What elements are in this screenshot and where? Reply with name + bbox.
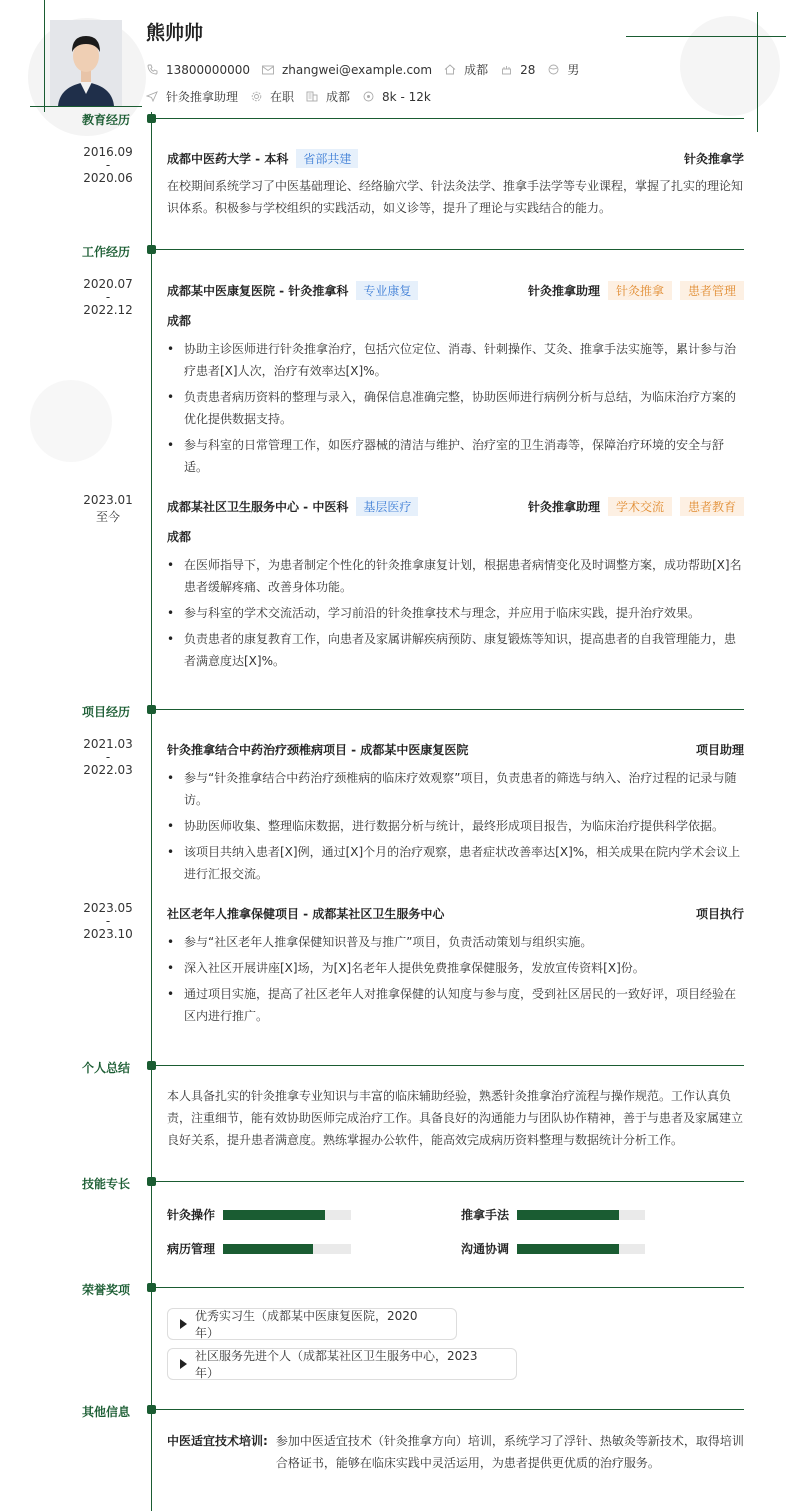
skill-name: 针灸操作 [167, 1208, 216, 1222]
section-divider [156, 1287, 744, 1288]
section-divider [156, 709, 744, 710]
work-position [528, 497, 744, 516]
work-bullet: • 负责患者病历资料的整理与录入，确保信息准确完整，协助医师进行病例分析与总结，为临床治疗方案的优化提供数据支持。 [167, 386, 744, 430]
decorative-line [626, 36, 786, 37]
skill-bar-fill [517, 1210, 619, 1220]
timeline-dot [147, 1061, 156, 1070]
timeline-dot [147, 1283, 156, 1292]
age-item [500, 63, 535, 77]
date-start: 2020.07 [83, 277, 133, 291]
skill-tag: 针灸推拿 [608, 281, 672, 300]
skill-item [167, 1240, 351, 1257]
email-text: zhangwei@example.com [281, 62, 433, 77]
project-date [78, 902, 138, 941]
date-separator: - [105, 290, 111, 304]
project-date [78, 738, 138, 777]
education-description: 在校期间系统学习了中医基础理论、经络腧穴学、针法灸法学、推拿手法学等专业课程，掌握了扎实的理论知识体系。积极参与学校组织的实践活动，如义诊等，提升了理论与实践结合的能力。 [167, 179, 744, 215]
skill-name: 病历管理 [167, 1242, 216, 1256]
work-date [78, 278, 138, 317]
skill-item [461, 1206, 645, 1223]
target-job-item [146, 88, 238, 105]
project-title: 针灸推拿结合中药治疗颈椎病项目 - 成都某中医康复医院 [167, 743, 469, 757]
work-bullet: • 协助主诊医师进行针灸推拿治疗，包括穴位定位、消毒、针刺操作、艾灸、推拿手法实施等，累计参与治疗患者[X]人次，治疗有效率达[X]%。 [167, 338, 744, 382]
work-position [528, 281, 744, 300]
work-bullet: • 参与科室的学术交流活动，学习前沿的针灸推拿技术与理念，并应用于临床实践，提升治疗效果。 [167, 602, 744, 624]
skill-bar [223, 1244, 351, 1254]
award-text: 优秀实习生（成都某中医康复医院，2020 年） [195, 1309, 418, 1340]
project-bullet: • 深入社区开展讲座[X]场，为[X]名老年人提供免费推拿保健服务，发放宣传资料[X]份。 [167, 957, 744, 979]
project-title: 社区老年人推拿保健项目 - 成都某社区卫生服务中心 [167, 907, 445, 921]
award-item[interactable] [167, 1308, 457, 1340]
gender-text: 男 [567, 63, 580, 77]
skill-bar [517, 1210, 645, 1220]
date-separator: - [105, 158, 111, 172]
age-text: 28 [520, 62, 536, 77]
coin-icon [362, 91, 374, 103]
skill-name: 沟通协调 [461, 1242, 510, 1256]
company-tag: 专业康复 [356, 281, 418, 300]
section-divider [156, 118, 744, 119]
section-title-work: 工作经历 [82, 245, 131, 259]
skill-tag: 患者管理 [680, 281, 744, 300]
salary-text: 8k - 12k [382, 89, 431, 104]
date-end: 2023.10 [83, 927, 133, 941]
timeline-dot [147, 1405, 156, 1414]
home-icon [444, 64, 456, 76]
project-role: 项目执行 [695, 907, 744, 921]
skill-bar [223, 1210, 351, 1220]
section-divider [156, 249, 744, 250]
date-end: 2020.06 [83, 171, 133, 185]
timeline-dot [147, 114, 156, 123]
education-major: 针灸推拿学 [683, 152, 744, 166]
work-bullet: • 负责患者的康复教育工作，向患者及家属讲解疾病预防、康复锻炼等知识，提高患者的自我管理能力，患者满意度达[X]%。 [167, 628, 744, 672]
timeline-line [151, 112, 152, 1511]
school-name: 成都中医药大学 - 本科 [167, 152, 289, 166]
section-divider [156, 1181, 744, 1182]
section-title-summary: 个人总结 [82, 1061, 131, 1075]
phone-text: 13800000000 [166, 62, 250, 77]
gear-icon [250, 91, 262, 103]
date-start: 2016.09 [83, 145, 133, 159]
date-start: 2023.01 [83, 493, 133, 507]
other-info-text: 参加中医适宜技术（针灸推拿方向）培训，系统学习了浮针、热敏灸等新技术，取得培训合格证书，能够在临床实践中灵活运用，为患者提供更优质的治疗服务。 [275, 1434, 744, 1470]
building-icon [306, 91, 318, 103]
education-date [78, 146, 138, 185]
decorative-line [44, 0, 45, 112]
work-company [167, 497, 418, 516]
skill-item [461, 1240, 645, 1257]
other-info [167, 1430, 744, 1474]
project-bullet: • 该项目共纳入患者[X]例，通过[X]个月的治疗观察，患者症状改善率达[X]%，相关成果在院内学术会议上进行汇报交流。 [167, 841, 744, 885]
send-icon [146, 91, 158, 103]
decorative-circle [30, 380, 112, 462]
timeline-dot [147, 245, 156, 254]
project-bullet: • 通过项目实施，提高了社区老年人对推拿保健的认知度与参与度，受到社区居民的一致好评，项目经验在区内进行推广。 [167, 983, 744, 1027]
date-end: 2022.03 [83, 763, 133, 777]
section-title-other: 其他信息 [82, 1405, 131, 1419]
award-item[interactable] [167, 1348, 517, 1380]
summary-text: 本人具备扎实的针灸推拿专业知识与丰富的临床辅助经验，熟悉针灸推拿治疗流程与操作规范。工作认真负责，注重细节，能有效协助医师完成治疗工作。具备良好的沟通能力与团队协作精神，善于与患者及家属建立良好关系，提升患者满意度。熟练掌握办公软件，能高效完成病历资料整理与数据统计分析工作。 [167, 1089, 744, 1147]
location-item [444, 61, 488, 78]
candidate-name: 熊帅帅 [146, 22, 204, 44]
project-bullet: • 参与“针灸推拿结合中药治疗颈椎病的临床疗效观察”项目，负责患者的筛选与纳入、治疗过程的记录与随访。 [167, 767, 744, 811]
other-info-label: 中医适宜技术培训: [167, 1434, 268, 1448]
work-city: 成都 [167, 314, 192, 328]
work-company [167, 281, 418, 300]
section-divider [156, 1065, 744, 1066]
date-start: 2021.03 [83, 737, 133, 751]
target-city-text: 成都 [326, 90, 351, 104]
school-tag: 省部共建 [296, 149, 358, 168]
work-date [78, 494, 138, 524]
section-title-projects: 项目经历 [82, 705, 131, 719]
project-role: 项目助理 [695, 743, 744, 757]
company-name: 成都某社区卫生服务中心 - 中医科 [167, 500, 349, 514]
salary-item [362, 90, 431, 104]
avatar [50, 20, 122, 106]
section-title-education: 教育经历 [82, 113, 131, 127]
section-title-awards: 荣誉奖项 [82, 1283, 131, 1297]
status-item [250, 88, 294, 105]
timeline-dot [147, 705, 156, 714]
skill-name: 推拿手法 [461, 1208, 510, 1222]
gender-item [547, 61, 579, 78]
skill-bar-fill [223, 1244, 313, 1254]
section-divider [156, 1409, 744, 1410]
skill-bar [517, 1244, 645, 1254]
section-title-skills: 技能专长 [82, 1177, 131, 1191]
play-icon [180, 1319, 187, 1329]
phone-item [146, 63, 250, 77]
skill-tag: 学术交流 [608, 497, 672, 516]
target-job-text: 针灸推拿助理 [166, 90, 239, 104]
cake-icon [500, 64, 512, 76]
award-text: 社区服务先进个人（成都某社区卫生服务中心，2023 年） [195, 1349, 478, 1380]
company-name: 成都某中医康复医院 - 针灸推拿科 [167, 284, 349, 298]
target-city-item [306, 88, 350, 105]
date-end: 2022.12 [83, 303, 133, 317]
skill-tag: 患者教育 [680, 497, 744, 516]
project-bullet: • 参与“社区老年人推拿保健知识普及与推广”项目，负责活动策划与组织实施。 [167, 931, 744, 953]
decorative-circle [680, 16, 780, 116]
skill-bar-fill [223, 1210, 325, 1220]
project-bullet: • 协助医师收集、整理临床数据，进行数据分析与统计，最终形成项目报告，为临床治疗提供科学依据。 [167, 815, 744, 837]
contact-info-row [146, 61, 591, 78]
decorative-line [757, 12, 758, 132]
date-start: 2023.05 [83, 901, 133, 915]
skill-bar-fill [517, 1244, 619, 1254]
phone-icon [146, 64, 158, 76]
location-text: 成都 [464, 63, 489, 77]
education-school [167, 149, 358, 168]
date-separator: - [105, 914, 111, 928]
date-separator: - [105, 750, 111, 764]
decorative-line [30, 106, 142, 107]
position-title: 针灸推拿助理 [527, 500, 600, 514]
gender-icon [547, 64, 559, 76]
job-intent-row [146, 88, 443, 105]
email-item [262, 63, 432, 77]
date-end: 至今 [95, 510, 120, 524]
play-icon [180, 1359, 187, 1369]
work-city: 成都 [167, 530, 192, 544]
position-title: 针灸推拿助理 [527, 284, 600, 298]
email-icon [262, 64, 274, 76]
work-bullet: • 在医师指导下，为患者制定个性化的针灸推拿康复计划，根据患者病情变化及时调整方案，成功帮助[X]名患者缓解疼痛、改善身体功能。 [167, 554, 744, 598]
timeline-dot [147, 1177, 156, 1186]
work-bullet: • 参与科室的日常管理工作，如医疗器械的清洁与维护、治疗室的卫生消毒等，保障治疗环境的安全与舒适。 [167, 434, 744, 478]
status-text: 在职 [270, 90, 295, 104]
company-tag: 基层医疗 [356, 497, 418, 516]
skill-item [167, 1206, 351, 1223]
